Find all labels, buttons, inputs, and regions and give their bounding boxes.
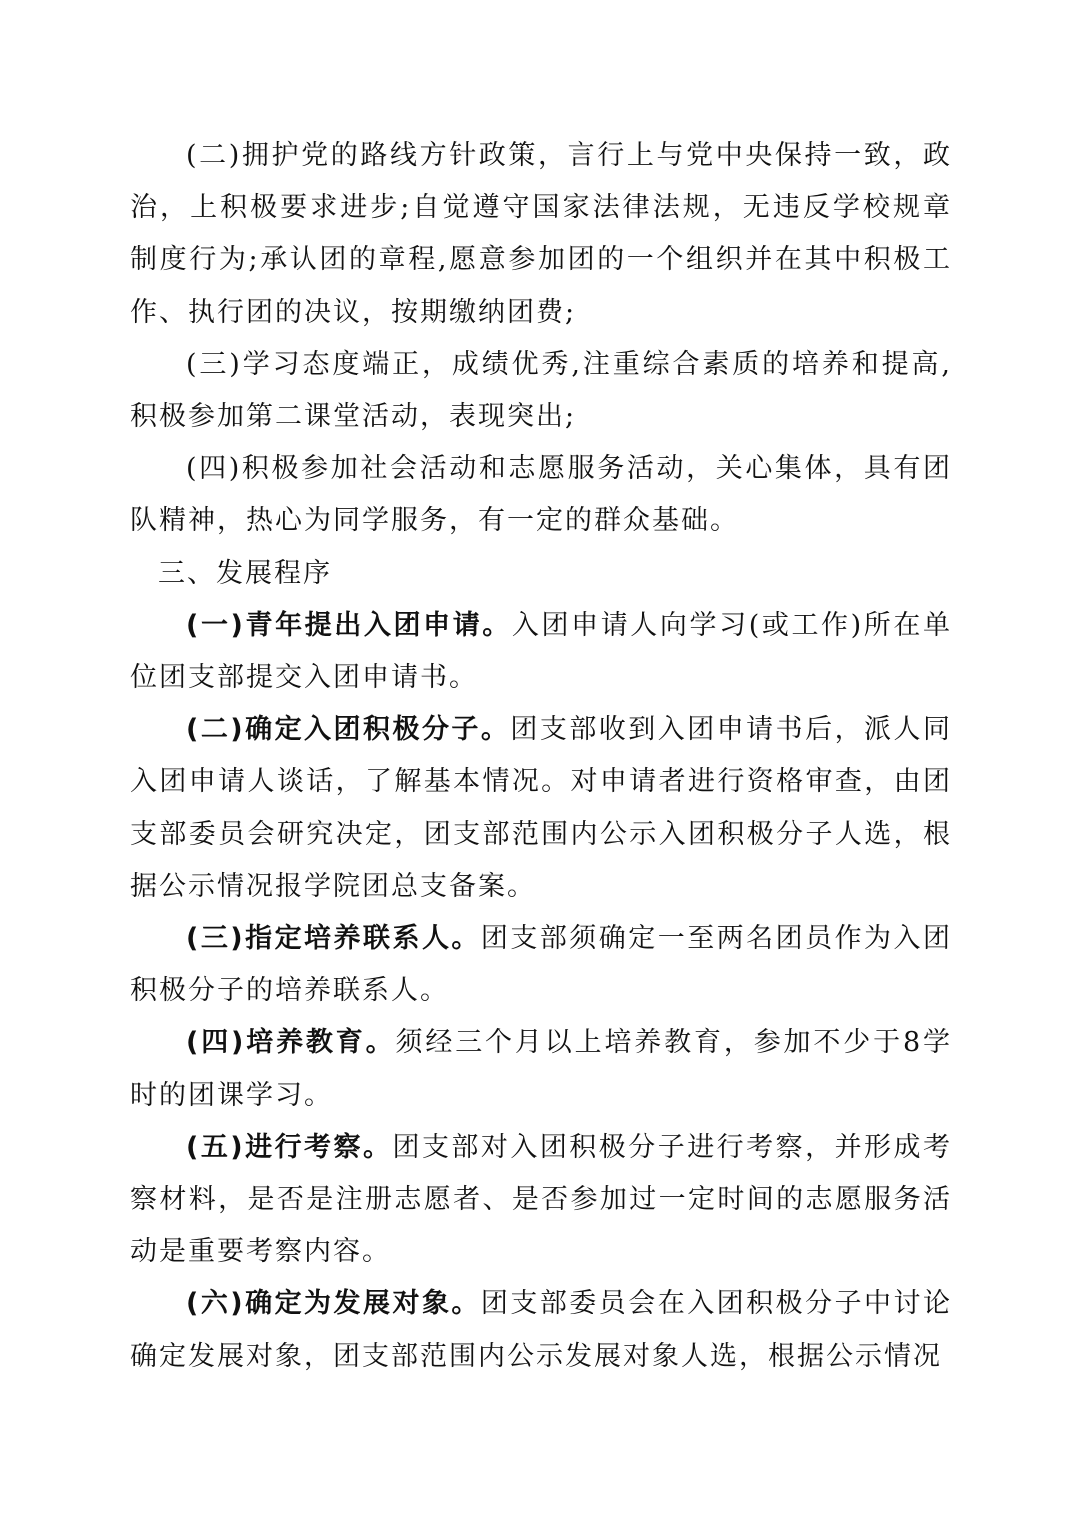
step-5-text: 团支部对入团积极分子进行考察，并形成考察材料，是否是注册志愿者、是否参加过一定时间的志愿服务活动是重要考察内容。 <box>130 1131 952 1268</box>
step-6-text: 团支部委员会在入团积极分子中讨论确定发展对象，团支部范围内公示发展对象人选，根据公示情况 <box>130 1288 952 1372</box>
document-page <box>130 130 952 1383</box>
section-heading: 三、发展程序 <box>158 557 332 589</box>
paragraph-condition-4: (四)积极参加社会活动和志愿服务活动，关心集体，具有团队精神，热心为同学服务，有一定的群众基础。 <box>130 453 952 537</box>
step-5 <box>130 1122 952 1279</box>
step-3 <box>130 913 952 1017</box>
step-2-lead: (二)确定入团积极分子。 <box>186 714 511 746</box>
step-2 <box>130 704 952 913</box>
step-3-text: 团支部须确定一至两名团员作为入团积极分子的培养联系人。 <box>130 923 952 1007</box>
step-6-lead: (六)确定为发展对象。 <box>186 1288 481 1320</box>
step-1 <box>130 600 952 704</box>
step-1-text: 入团申请人向学习(或工作)所在单位团支部提交入团申请书。 <box>130 609 952 694</box>
step-2-text: 团支部收到入团申请书后，派人同入团申请人谈话，了解基本情况。对申请者进行资格审查，由团支部委员会研究决定，团支部范围内公示入团积极分子人选，根据公示情况报学院团总支备案。 <box>130 714 953 902</box>
step-4-lead: (四)培养教育。 <box>186 1027 396 1059</box>
step-3-lead: (三)指定培养联系人。 <box>186 923 481 955</box>
paragraph-condition-3: (三)学习态度端正，成绩优秀,注重综合素质的培养和提高,积极参加第二课堂活动，表现突出; <box>130 348 952 433</box>
paragraph-condition-2: (二)拥护党的路线方针政策，言行上与党中央保持一致，政治，上积极要求进步;自觉遵守国家法律法规，无违反学校规章制度行为;承认团的章程,愿意参加团的一个组织并在其中积极工作、执行团的决议，按期缴纳团费; <box>130 140 952 328</box>
step-4 <box>130 1017 952 1121</box>
step-1-lead: (一)青年提出入团申请。 <box>186 609 512 641</box>
step-4-text: 须经三个月以上培养教育，参加不少于8学时的团课学习。 <box>130 1027 952 1111</box>
step-6 <box>130 1278 952 1382</box>
step-5-lead: (五)进行考察。 <box>186 1131 393 1163</box>
